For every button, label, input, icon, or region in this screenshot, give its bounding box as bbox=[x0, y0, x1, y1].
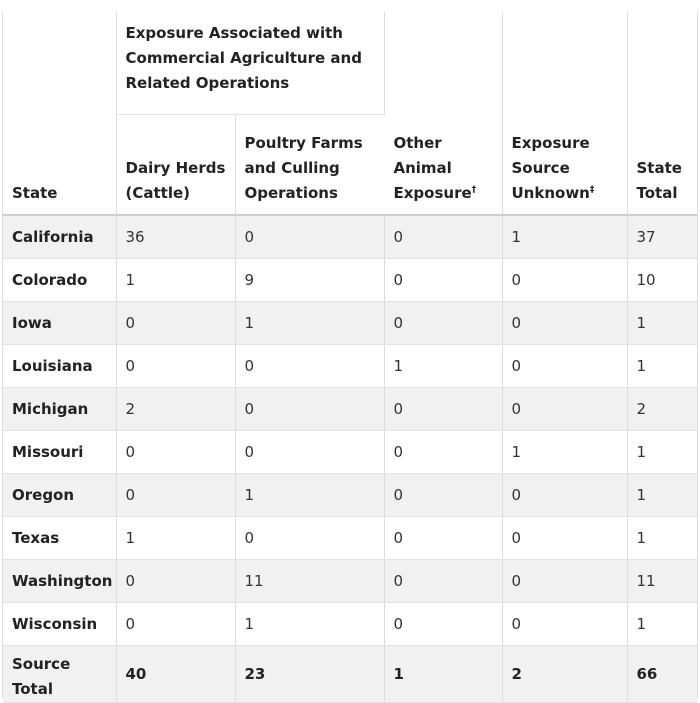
dairy-cell: 36 bbox=[116, 215, 235, 259]
dairy-total-cell: 40 bbox=[116, 646, 235, 703]
dairy-cell: 0 bbox=[116, 603, 235, 646]
unknown-cell: 1 bbox=[502, 431, 627, 474]
other-cell: 0 bbox=[384, 302, 502, 345]
unknown-total-cell: 2 bbox=[502, 646, 627, 703]
unknown-cell: 0 bbox=[502, 474, 627, 517]
poultry-cell: 0 bbox=[235, 517, 384, 560]
state-total-cell: 1 bbox=[627, 603, 697, 646]
header-exposure-source-unknown bbox=[502, 12, 627, 215]
unknown-cell: 1 bbox=[502, 215, 627, 259]
dairy-cell: 0 bbox=[116, 345, 235, 388]
state-name-cell: Louisiana bbox=[3, 345, 116, 388]
poultry-cell: 11 bbox=[235, 560, 384, 603]
header-dairy-herds: Dairy Herds (Cattle) bbox=[116, 115, 235, 216]
header-unknown-label: Exposure Source Unknown bbox=[511, 134, 590, 202]
state-total-cell: 1 bbox=[627, 345, 697, 388]
cases-by-state-table bbox=[3, 12, 697, 703]
table-body bbox=[3, 215, 697, 703]
other-cell: 0 bbox=[384, 474, 502, 517]
dairy-cell: 0 bbox=[116, 560, 235, 603]
poultry-total-cell: 23 bbox=[235, 646, 384, 703]
other-cell: 0 bbox=[384, 431, 502, 474]
state-name-cell: Michigan bbox=[3, 388, 116, 431]
poultry-cell: 0 bbox=[235, 388, 384, 431]
dairy-cell: 1 bbox=[116, 259, 235, 302]
state-name-cell: California bbox=[3, 215, 116, 259]
unknown-cell: 0 bbox=[502, 560, 627, 603]
poultry-cell: 1 bbox=[235, 603, 384, 646]
dairy-cell: 0 bbox=[116, 474, 235, 517]
other-cell: 0 bbox=[384, 603, 502, 646]
poultry-cell: 1 bbox=[235, 302, 384, 345]
state-name-cell: Iowa bbox=[3, 302, 116, 345]
state-name-cell: Colorado bbox=[3, 259, 116, 302]
state-total-cell: 10 bbox=[627, 259, 697, 302]
state-total-cell: 2 bbox=[627, 388, 697, 431]
poultry-cell: 0 bbox=[235, 215, 384, 259]
dairy-cell: 1 bbox=[116, 517, 235, 560]
header-state: State bbox=[3, 12, 116, 215]
table-row bbox=[3, 215, 697, 259]
table-row bbox=[3, 603, 697, 646]
unknown-cell: 0 bbox=[502, 388, 627, 431]
unknown-cell: 0 bbox=[502, 345, 627, 388]
double-dagger-footnote-mark: ‡ bbox=[589, 185, 595, 195]
other-total-cell: 1 bbox=[384, 646, 502, 703]
unknown-cell: 0 bbox=[502, 302, 627, 345]
other-cell: 0 bbox=[384, 215, 502, 259]
dairy-cell: 0 bbox=[116, 431, 235, 474]
other-cell: 0 bbox=[384, 388, 502, 431]
state-total-cell: 1 bbox=[627, 431, 697, 474]
header-state-total: State Total bbox=[627, 12, 697, 215]
poultry-cell: 9 bbox=[235, 259, 384, 302]
state-total-cell: 1 bbox=[627, 517, 697, 560]
other-cell: 0 bbox=[384, 517, 502, 560]
table-row bbox=[3, 474, 697, 517]
other-cell: 0 bbox=[384, 560, 502, 603]
dairy-cell: 2 bbox=[116, 388, 235, 431]
poultry-cell: 0 bbox=[235, 345, 384, 388]
header-other-animal-exposure bbox=[384, 12, 502, 215]
header-group-agriculture: Exposure Associated with Commercial Agriculture and Related Operations bbox=[116, 12, 384, 115]
source-total-label: Source Total bbox=[3, 646, 116, 703]
header-poultry-farms: Poultry Farms and Culling Operations bbox=[235, 115, 384, 216]
poultry-cell: 1 bbox=[235, 474, 384, 517]
table-row bbox=[3, 431, 697, 474]
source-total-row bbox=[3, 646, 697, 703]
cases-table-container bbox=[2, 12, 698, 698]
table-row bbox=[3, 560, 697, 603]
table-row bbox=[3, 259, 697, 302]
unknown-cell: 0 bbox=[502, 603, 627, 646]
table-row bbox=[3, 302, 697, 345]
header-other-label: Other Animal Exposure bbox=[393, 134, 472, 202]
state-total-cell: 1 bbox=[627, 302, 697, 345]
dagger-footnote-mark: † bbox=[471, 185, 477, 195]
table-row bbox=[3, 517, 697, 560]
state-name-cell: Wisconsin bbox=[3, 603, 116, 646]
other-cell: 1 bbox=[384, 345, 502, 388]
unknown-cell: 0 bbox=[502, 517, 627, 560]
table-row bbox=[3, 345, 697, 388]
table-row bbox=[3, 388, 697, 431]
state-total-cell: 1 bbox=[627, 474, 697, 517]
dairy-cell: 0 bbox=[116, 302, 235, 345]
state-name-cell: Texas bbox=[3, 517, 116, 560]
other-cell: 0 bbox=[384, 259, 502, 302]
grand-total-cell: 66 bbox=[627, 646, 697, 703]
state-total-cell: 11 bbox=[627, 560, 697, 603]
state-total-cell: 37 bbox=[627, 215, 697, 259]
poultry-cell: 0 bbox=[235, 431, 384, 474]
unknown-cell: 0 bbox=[502, 259, 627, 302]
state-name-cell: Missouri bbox=[3, 431, 116, 474]
state-name-cell: Washington bbox=[3, 560, 116, 603]
state-name-cell: Oregon bbox=[3, 474, 116, 517]
